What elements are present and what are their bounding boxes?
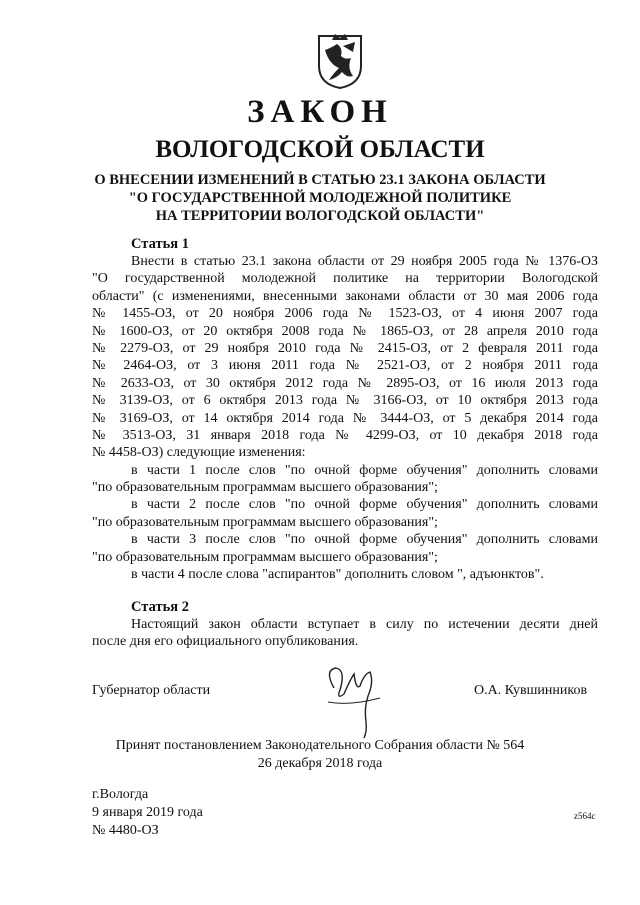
sign-date: 9 января 2019 года: [92, 805, 203, 820]
article-2-body: [92, 616, 598, 651]
article-1-body: [92, 253, 598, 583]
text-line: № 1455-ОЗ, от 20 ноября 2006 года № 1523-ОЗ, от 4 июня 2007 года: [92, 306, 598, 322]
text-line: в части 4 после слова "аспирантов" дополнить словом ", адъюнктов".: [131, 567, 544, 583]
adoption-date: 26 декабря 2018 года: [257, 756, 383, 771]
text-line: "по образовательным программам высшего образования";: [92, 480, 438, 496]
text-line: после дня его официального опубликования.: [92, 634, 359, 650]
text-line: Настоящий закон области вступает в силу по истечении десяти дней: [131, 617, 598, 632]
coat-of-arms-icon: [315, 30, 365, 90]
article-2-heading: Статья 2: [131, 599, 189, 615]
place-and-date: [92, 786, 203, 840]
text-line: Внести в статью 23.1 закона области от 29 ноября 2005 года № 1376-ОЗ: [131, 254, 598, 269]
signatory-position: Губернатор области: [92, 683, 211, 698]
text-line: в части 3 после слов "по очной форме обучения" дополнить словами: [131, 532, 598, 548]
text-line: № 2464-ОЗ, от 3 июня 2011 года № 2521-ОЗ, от 2 ноября 2011 года: [92, 358, 598, 374]
text-line: № 4458-ОЗ) следующие изменения:: [92, 445, 306, 461]
text-line: № 2633-ОЗ, от 30 октября 2012 года № 2895-ОЗ, от 16 июля 2013 года: [92, 375, 598, 391]
adoption-line: Принят постановлением Законодательного Собрания области № 564: [115, 738, 525, 753]
text-line: № 3513-ОЗ, 31 января 2018 года № 4299-ОЗ, от 10 декабря 2018 года: [92, 427, 598, 443]
signatory-name: О.А. Кувшинников: [474, 683, 588, 698]
region-title: ВОЛОГОДСКОЙ ОБЛАСТИ: [155, 136, 485, 163]
document-code: z564c: [574, 811, 596, 821]
text-line: № 2279-ОЗ, от 29 ноября 2010 года № 2415-ОЗ, от 2 февраля 2011 года: [92, 340, 598, 356]
text-line: в части 1 после слов "по очной форме обучения" дополнить словами: [131, 462, 598, 478]
law-title: ЗАКОН: [247, 94, 393, 130]
text-line: № 1600-ОЗ, от 20 октября 2008 года № 1865-ОЗ, от 28 апреля 2010 года: [92, 323, 598, 339]
text-line: в части 2 после слов "по очной форме обучения" дополнить словами: [131, 497, 598, 513]
law-subtitle: [80, 171, 560, 225]
subtitle-line: НА ТЕРРИТОРИИ ВОЛОГОДСКОЙ ОБЛАСТИ": [155, 208, 485, 224]
article-1-heading: Статья 1: [131, 236, 189, 252]
law-number: № 4480-ОЗ: [92, 823, 159, 838]
text-line: № 3169-ОЗ, от 14 октября 2014 года № 3444-ОЗ, от 5 декабря 2014 года: [92, 410, 598, 426]
text-line: № 3139-ОЗ, от 6 октября 2013 года № 3166-ОЗ, от 10 октября 2013 года: [92, 393, 598, 409]
text-line: "по образовательным программам высшего образования";: [92, 514, 438, 530]
adoption-note: [0, 737, 640, 773]
city: г.Вологда: [92, 787, 149, 802]
text-line: "по образовательным программам высшего образования";: [92, 549, 438, 565]
text-line: "О государственной молодежной политике на территории Вологодской: [92, 271, 598, 287]
subtitle-line: О ВНЕСЕНИИ ИЗМЕНЕНИЙ В СТАТЬЮ 23.1 ЗАКОНА ОБЛАСТИ: [94, 172, 546, 188]
text-line: области" (с изменениями, внесенными законами области от 30 мая 2006 года: [92, 288, 598, 304]
subtitle-line: "О ГОСУДАРСТВЕННОЙ МОЛОДЕЖНОЙ ПОЛИТИКЕ: [128, 190, 512, 206]
handwritten-signature-icon: [320, 660, 390, 740]
